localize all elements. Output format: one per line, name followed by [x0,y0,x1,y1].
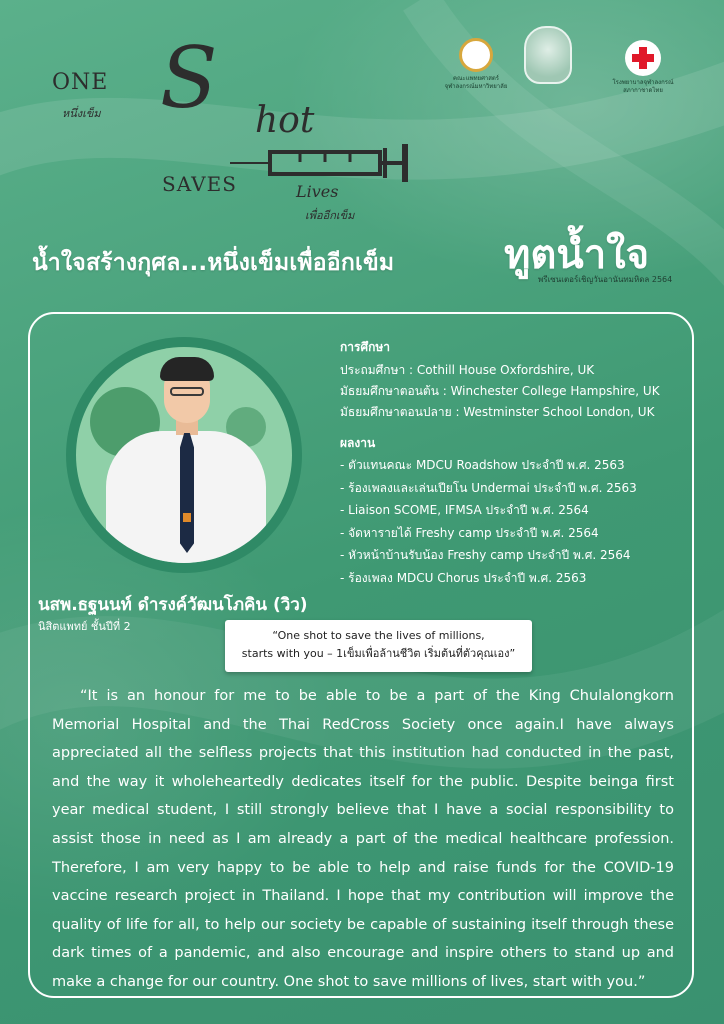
glasses-icon [170,387,204,396]
brand-subtitle: พรีเซนเตอร์เชิญวันอานันทมหิดล 2564 [538,275,673,284]
list-item: - Liaison SCOME, IFMSA ประจำปี พ.ศ. 2564 [340,503,589,517]
list-item: ประถมศึกษา : Cothill House Oxfordshire, UK [340,363,595,377]
list-item: - ร้องเพลง MDCU Chorus ประจำปี พ.ศ. 2563 [340,570,587,585]
faculty-seal-icon [459,38,493,72]
list-item: มัธยมศึกษาตอนต้น : Winchester College Hampshire, UK [340,384,660,398]
statement-text: “It is an honour for me to be able to be a part of the King Chulalongkorn Memorial Hospital and the Thai RedCross Society once again.I have always appreciated all the selfless projects that this institution had conducted in the past, and the way it wholeheartedly dedicates itself for the public. Despite beinga first year medical student, I still strongly believe that I have a social responsibility to assist those in need as I am already a part of the medical healthcare profession. Therefore, I am very happy to be able to help and raise funds for the COVID-19 vaccine research project in Thailand. I hope that my contribution will improve the quality of life for all, to help our society be capable of sustaining itself through these dark times of a pandemic, and also encourage and inspire others to stand up and make a change for our country. One shot to save millions of lives, start with you.” [52,688,674,990]
emblem-logo [524,26,574,84]
logo-lives-thai: เพื่ออีกเข็ม [305,209,355,222]
hospital-logo: โรงพยาบาลจุฬาลงกรณ์ สภากาชาดไทย [606,40,680,95]
red-cross-icon [625,40,661,76]
person-year: นิสิตแพทย์ ชั้นปีที่ 2 [38,620,131,633]
education-title: การศึกษา [340,340,390,354]
logo-one: ONE [52,70,109,95]
list-item: - จัดหารายได้ Freshy camp ประจำปี พ.ศ. 2564 [340,525,599,540]
list-item: - หัวหน้าบ้านรับน้อง Freshy camp ประจำปี พ.ศ. 2564 [340,548,631,562]
brand-title: ทูตน้ำใจ [504,232,650,278]
list-item: - ร้องเพลงและเล่นเปียโน Undermai ประจำปี พ.ศ. 2563 [340,480,637,495]
logo-lives: Lives [296,182,339,201]
logo-hot: hot [255,100,315,141]
profile-photo [76,347,292,563]
king-chulalongkorn-emblem-icon [524,26,572,84]
necktie [180,433,194,553]
quote-line-2: starts with you – 1เข็มเพื่อล้านชีวิต เริ่มต้นที่ตัวคุณเอง” [241,647,516,660]
faculty-logo: คณะแพทยศาสตร์ จุฬาลงกรณ์มหาวิทยาลัย [444,38,508,91]
logo-saves: SAVES [162,172,237,196]
quote-line-1: “One shot to save the lives of millions, [272,629,485,642]
works-list [340,454,637,589]
quote-box [225,620,532,672]
list-item: - ตัวแทนคณะ MDCU Roadshow ประจำปี พ.ศ. 2563 [340,458,625,472]
logo-shot: S [160,29,218,127]
syringe-icon [230,138,430,188]
works-title: ผลงาน [340,436,376,450]
list-item: มัธยมศึกษาตอนปลาย : Westminster School London, UK [340,405,655,419]
person-name: นสพ.ธฐนนท์ ดำรงค์วัฒนโภคิน (วิว) [38,595,308,615]
logo-one-thai: หนึ่งเข็ม [62,107,101,120]
headline: น้ำใจสร้างกุศล...หนึ่งเข็มเพื่ออีกเข็ม [32,250,395,276]
education-list [340,360,660,423]
